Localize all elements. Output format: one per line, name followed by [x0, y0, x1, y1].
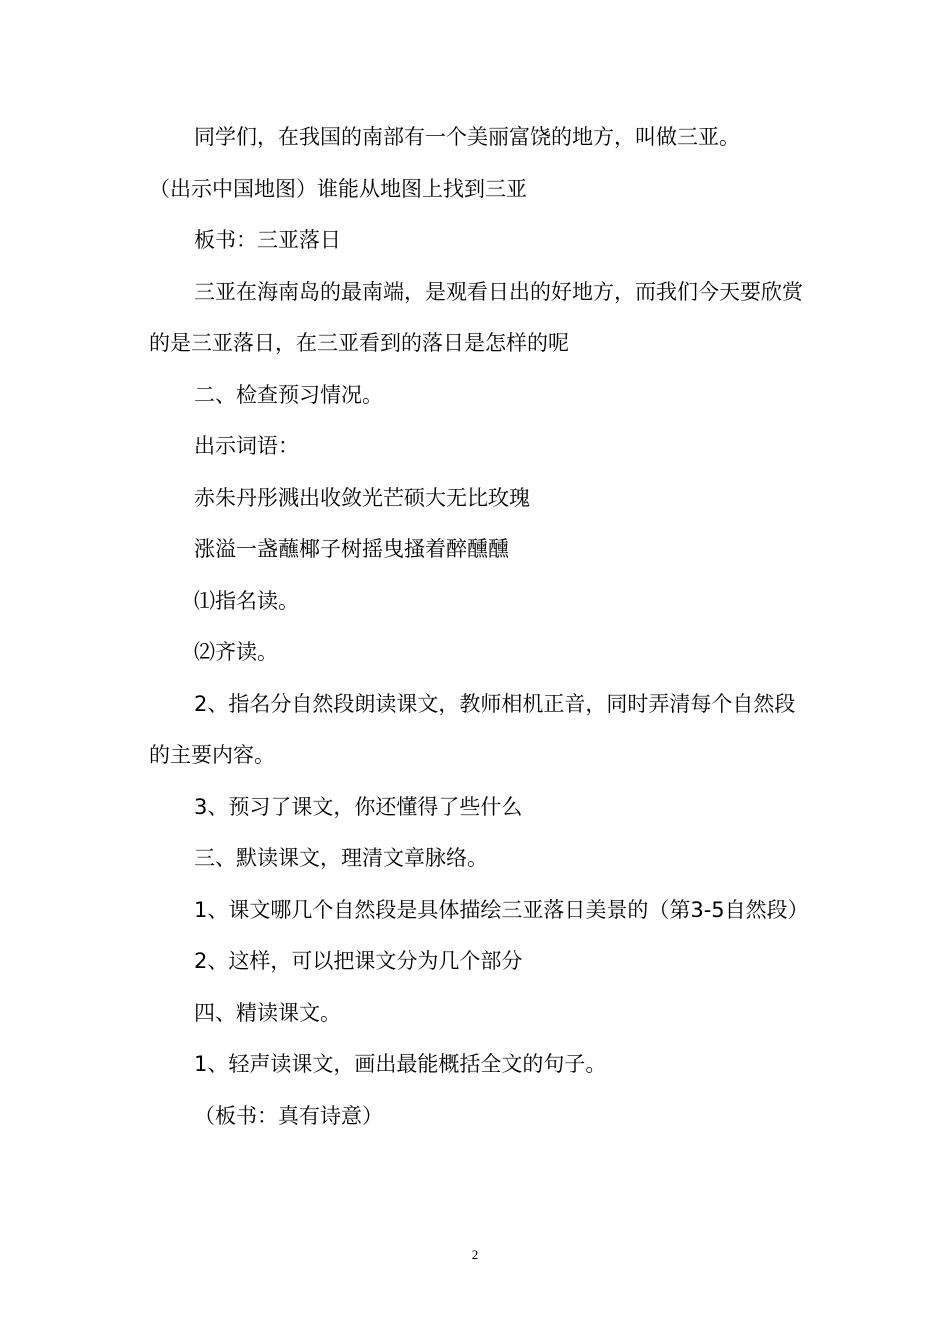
paragraph: 1、轻声读课文，画出最能概括全文的句子。	[194, 1052, 607, 1076]
paragraph: 同学们，在我国的南部有一个美丽富饶的地方，叫做三亚。	[194, 125, 740, 149]
paragraph: （板书：真有诗意）	[194, 1103, 383, 1128]
paragraph: 三、默读课文，理清文章脉络。	[194, 846, 488, 870]
paragraph: ⑵齐读。	[194, 640, 278, 664]
paragraph: 涨溢一盏蘸椰子树摇曳搔着醉醺醺	[194, 537, 509, 561]
paragraph: 赤朱丹彤溅出收敛光芒硕大无比玫瑰	[194, 485, 530, 510]
document-body	[149, 112, 809, 1142]
paragraph: 3、预习了课文，你还懂得了些什么	[194, 794, 523, 819]
paragraph: 板书：三亚落日	[194, 228, 341, 252]
paragraph: 2、指名分自然段朗读课文，教师相机正音，同时弄清每个自然段的主要内容。	[149, 691, 796, 767]
paragraph: ⑴指名读。	[194, 588, 299, 613]
page-number: 2	[471, 1247, 479, 1262]
paragraph: 四、精读课文。	[194, 1000, 341, 1025]
paragraph: 二、检查预习情况。	[194, 382, 383, 407]
paragraph: 出示词语：	[194, 434, 299, 458]
paragraph: 1、课文哪几个自然段是具体描绘三亚落日美景的（第3-5自然段）	[194, 897, 809, 922]
paragraph: 2、这样，可以把课文分为几个部分	[194, 949, 523, 973]
paragraph: （出示中国地图）谁能从地图上找到三亚	[149, 176, 527, 201]
paragraph: 三亚在海南岛的最南端，是观看日出的好地方，而我们今天要欣赏的是三亚落日，在三亚看到的落日是怎样的呢	[149, 279, 803, 355]
